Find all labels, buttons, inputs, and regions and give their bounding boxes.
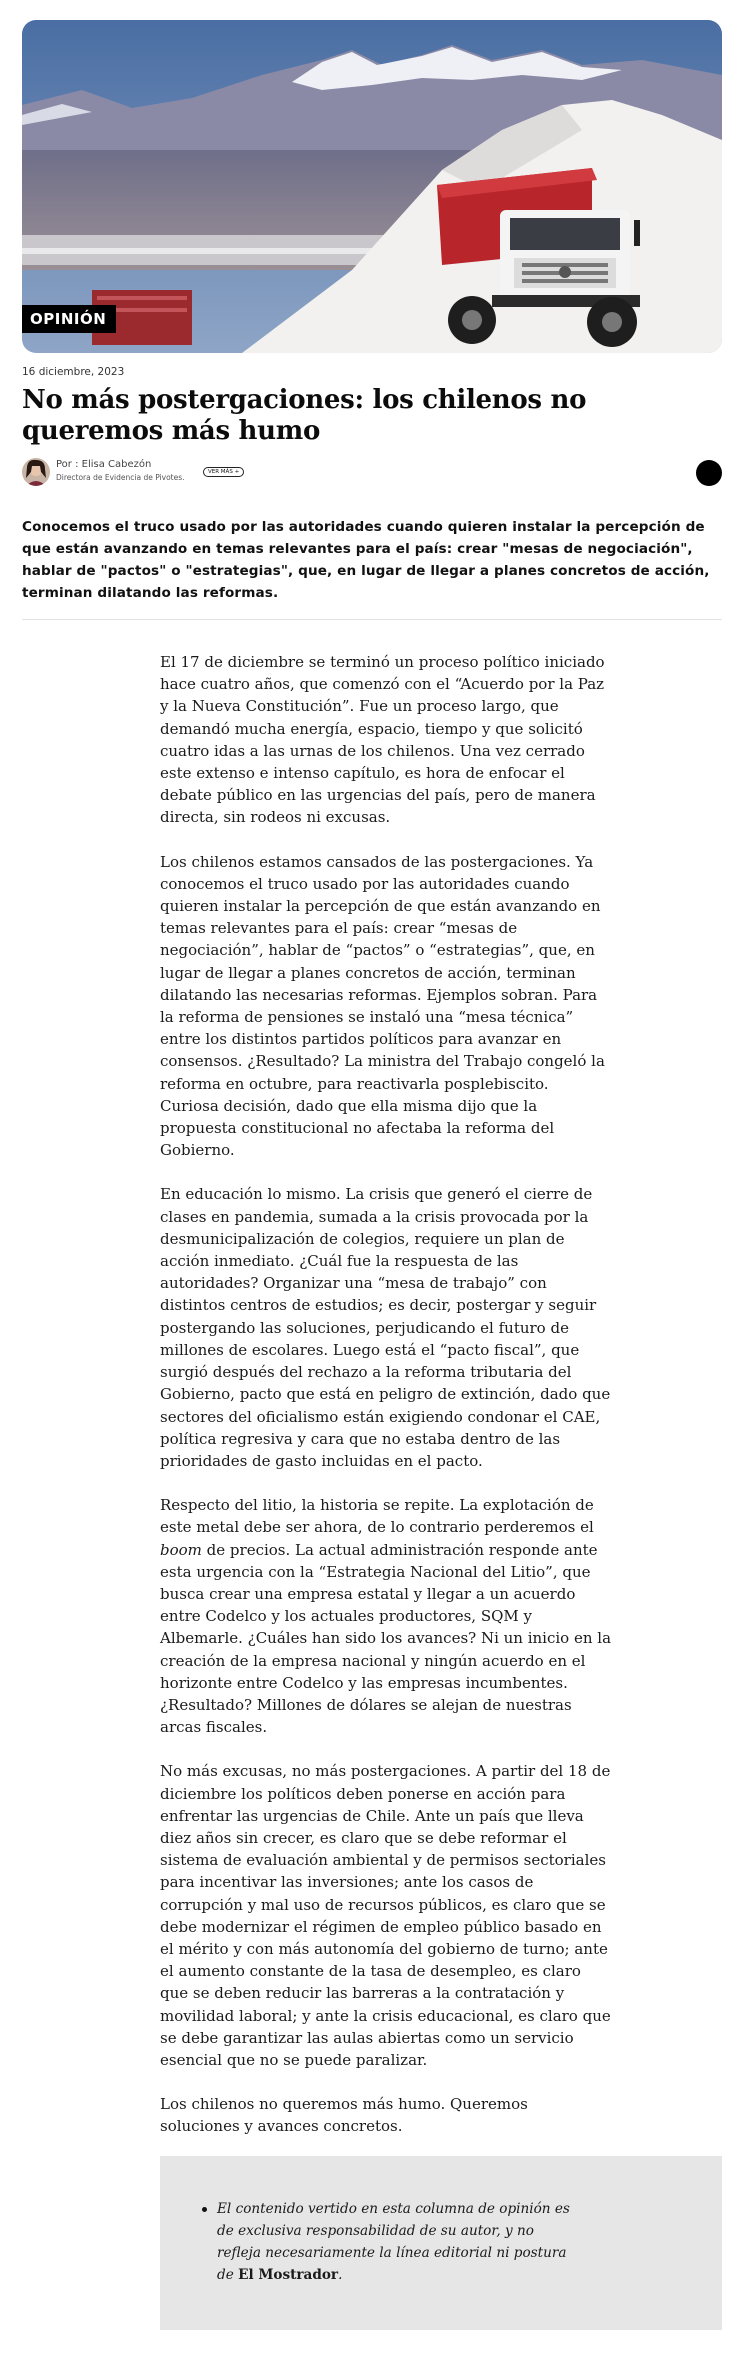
disclaimer-period: . (338, 2267, 343, 2283)
disclaimer-list (217, 2198, 577, 2286)
disclaimer-text: El contenido vertido en esta columna de opinión es de exclusiva responsabilidad de su autor, y no refleja necesariamente la línea editorial ni postura de (217, 2201, 570, 2283)
body-paragraph: El 17 de diciembre se terminó un proceso político iniciado hace cuatro años, que comenzó con el “Acuerdo por la Paz y la Nueva Constitución”. Fue un proceso largo, que demandó mucha energía, espacio, tiempo y que solicitó cuatro idas a las urnas de los chilenos. Una vez cerrado este extenso e intenso capítulo, es hora de enfocar el debate público en las urgencias del país, pero de manera directa, sin rodeos ni excusas. (160, 653, 605, 827)
article-body (160, 651, 612, 2160)
disclaimer-box (160, 2156, 722, 2330)
author-prefix: Por : (56, 459, 79, 470)
author-name-text: Elisa Cabezón (81, 459, 152, 470)
hero-image (22, 20, 722, 353)
body-paragraph (160, 1494, 612, 1738)
ver-mas-button[interactable] (203, 467, 244, 477)
article-lead: Conocemos el truco usado por las autoridades cuando quieren instalar la percepción de que están avanzando en temas relevantes para el país: crear "mesas de negociación", hablar de "pactos" o "estrategias", que, en lugar de llegar a planes concretos de acción, terminan dilatando las reformas. (22, 519, 710, 601)
share-icon[interactable] (696, 460, 722, 486)
author-avatar[interactable] (22, 458, 50, 486)
author-row (22, 458, 722, 488)
body-text-span: Respecto del litio, la historia se repite. La explotación de este metal debe ser ahora, de lo contrario perderemos el (160, 1496, 594, 1537)
author-name[interactable] (56, 459, 151, 470)
body-paragraph: Los chilenos no queremos más humo. Queremos soluciones y avances concretos. (160, 2095, 528, 2136)
article-title: No más postergaciones: los chilenos no queremos más humo (22, 385, 587, 446)
lithium-field-photo (22, 20, 722, 353)
divider (22, 619, 722, 620)
emphasis-text: boom (160, 1540, 202, 1559)
ver-mas-label: VER MÁS (208, 469, 233, 475)
disclaimer-item (217, 2198, 577, 2286)
plus-icon: + (234, 469, 240, 475)
body-paragraph: En educación lo mismo. La crisis que generó el cierre de clases en pandemia, sumada a la crisis provocada por la desmunicipalización de colegios, requiere un plan de acción inmediato. ¿Cuál fue la respuesta de las autoridades? Organizar una “mesa de trabajo” con distintos centros de estudios; es decir, postergar y seguir postergando las soluciones, perjudicando el futuro de millones de escolares. Luego está el “pacto fiscal”, que surgió después del rechazo a la reforma tributaria del Gobierno, pacto que está en peligro de extinción, dado que sectores del oficialismo están exigiendo condonar el CAE, política regresiva y cara que no estaba dentro de las prioridades de gasto incluidas en el pacto. (160, 1185, 611, 1470)
body-paragraph: No más excusas, no más postergaciones. A partir del 18 de diciembre los políticos deben ponerse en acción para enfrentar las urgencias de Chile. Ante un país que lleva diez años sin crecer, es claro que se debe reformar el sistema de evaluación ambiental y de permisos sectoriales para incentivar las inversiones; ante los casos de corrupción y mal uso de recursos públicos, es claro que se debe modernizar el régimen de empleo público basado en el mérito y con más autonomía del gobierno de turno; ante el aumento constante de la tasa de desempleo, es claro que se deben reducir las barreras a la contratación y movilidad laboral; y ante la crisis educacional, es claro que se debe garantizar las aulas abiertas como un servicio esencial que no se puede paralizar. (160, 1762, 611, 2069)
body-text-span: de precios. La actual administración responde ante esta urgencia con la “Estrategia Nacional del Litio”, que busca crear una empresa estatal y llegar a un acuerdo entre Codelco y los actuales productores, SQM y Albemarle. ¿Cuáles han sido los avances? Ni un inicio en la creación de la empresa nacional y ningún acuerdo en el horizonte entre Codelco y las empresas incumbentes. ¿Resultado? Millones de dólares se alejan de nuestras arcas fiscales. (160, 1540, 612, 1737)
disclaimer-brand: El Mostrador (238, 2267, 339, 2283)
author-role: Directora de Evidencia de Pivotes. (56, 473, 185, 482)
publish-date: 16 diciembre, 2023 (22, 366, 125, 378)
opinion-badge[interactable]: OPINIÓN (22, 305, 116, 333)
body-paragraph: Los chilenos estamos cansados de las postergaciones. Ya conocemos el truco usado por las autoridades cuando quieren instalar la percepción de que están avanzando en temas relevantes para el país: crear “mesas de negociación”, hablar de “pactos” o “estrategias”, que, en lugar de llegar a planes concretos de acción, terminan dilatando las necesarias reformas. Ejemplos sobran. Para la reforma de pensiones se instaló una “mesa técnica” entre los distintos partidos políticos para avanzar en consensos. ¿Resultado? La ministra del Trabajo congeló la reforma en octubre, para reactivarla posplebiscito. Curiosa decisión, dado que ella misma dijo que la propuesta constitucional no afectaba la reforma del Gobierno. (160, 852, 605, 1160)
